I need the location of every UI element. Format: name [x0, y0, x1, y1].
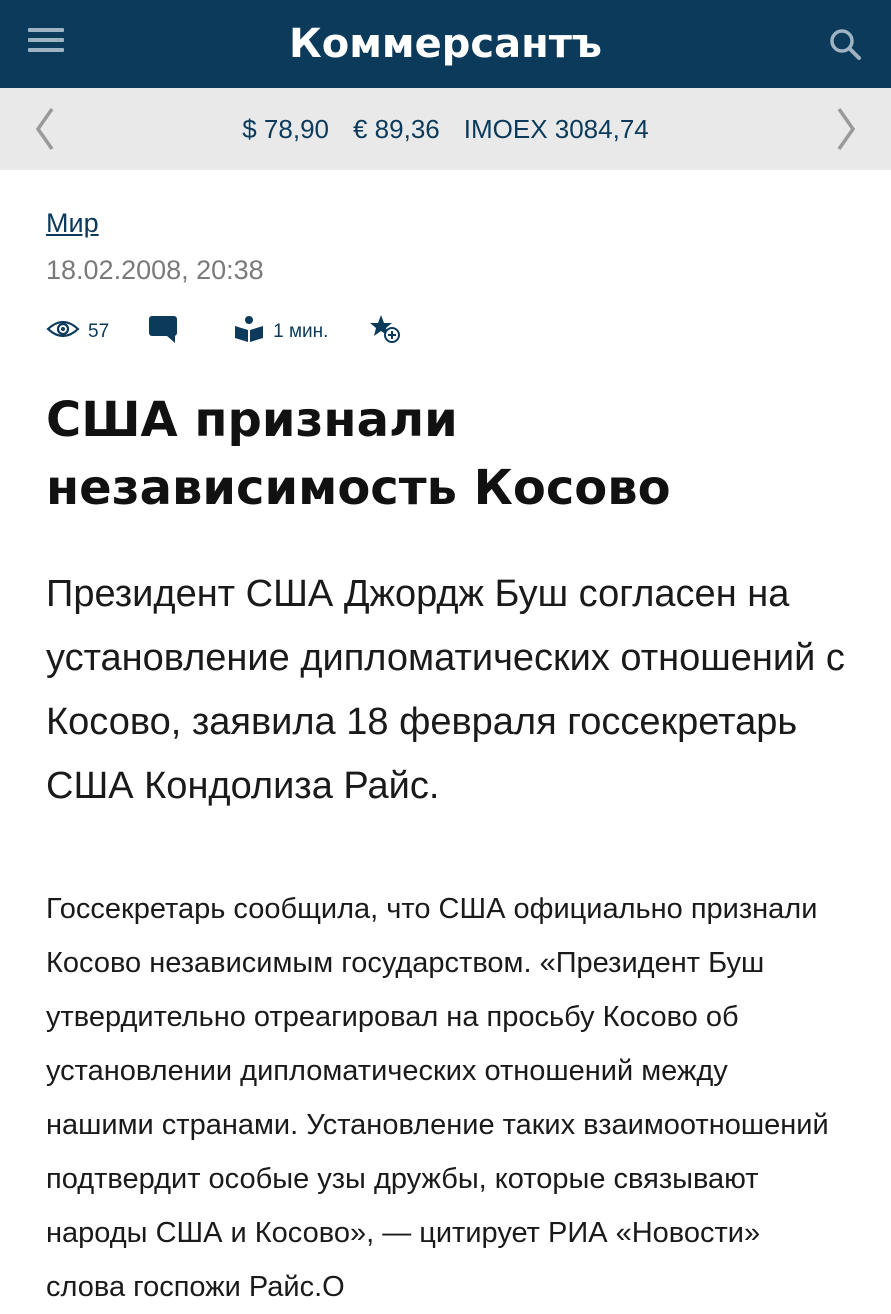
- ticker-imoex: IMOEX 3084,74: [463, 113, 649, 144]
- currency-ticker: [0, 88, 891, 170]
- article-body: Госсекретарь сообщила, что США официально признали Косово независимым государством. «Президент Буш утвердительно отреагировал на просьбу Косово об установлении дипломатических отношений между нашими странами. Установление таких взаимоотношений подтвердит особые узы дружбы, которые связывают народы США и Косово», — цитирует РИА «Новости» слова госпожи Райс.О: [46, 893, 829, 1303]
- hamburger-menu-icon[interactable]: [28, 28, 64, 60]
- read-time: [233, 315, 328, 349]
- site-logo[interactable]: Коммерсантъ: [289, 21, 602, 67]
- publish-date: 18.02.2008, 20:38: [46, 255, 264, 285]
- book-icon: [233, 315, 273, 349]
- favorite-button[interactable]: [368, 313, 410, 351]
- ticker-usd: $ 78,90: [242, 113, 329, 144]
- eye-icon: [46, 319, 88, 345]
- rubric-link[interactable]: Мир: [46, 208, 99, 238]
- ticker-eur: € 89,36: [353, 113, 440, 144]
- article-headline: США признали независимость Косово: [46, 392, 671, 516]
- chevron-left-icon[interactable]: [30, 106, 60, 152]
- comments-button[interactable]: [147, 314, 187, 350]
- views-counter: [46, 319, 109, 345]
- article-lead: Президент США Джордж Буш согласен на установление дипломатических отношений с Косово, заявила 18 февраля госсекретарь США Кондолиза Райс.: [46, 573, 845, 807]
- top-bar: [0, 0, 891, 88]
- star-add-icon: [368, 313, 410, 351]
- comment-icon: [147, 314, 187, 350]
- article-meta: [46, 314, 856, 350]
- chevron-right-icon[interactable]: [831, 106, 861, 152]
- article: [46, 170, 856, 1314]
- search-icon[interactable]: [827, 26, 863, 62]
- views-count: 57: [88, 321, 110, 342]
- read-time-label: 1 мин.: [273, 321, 329, 342]
